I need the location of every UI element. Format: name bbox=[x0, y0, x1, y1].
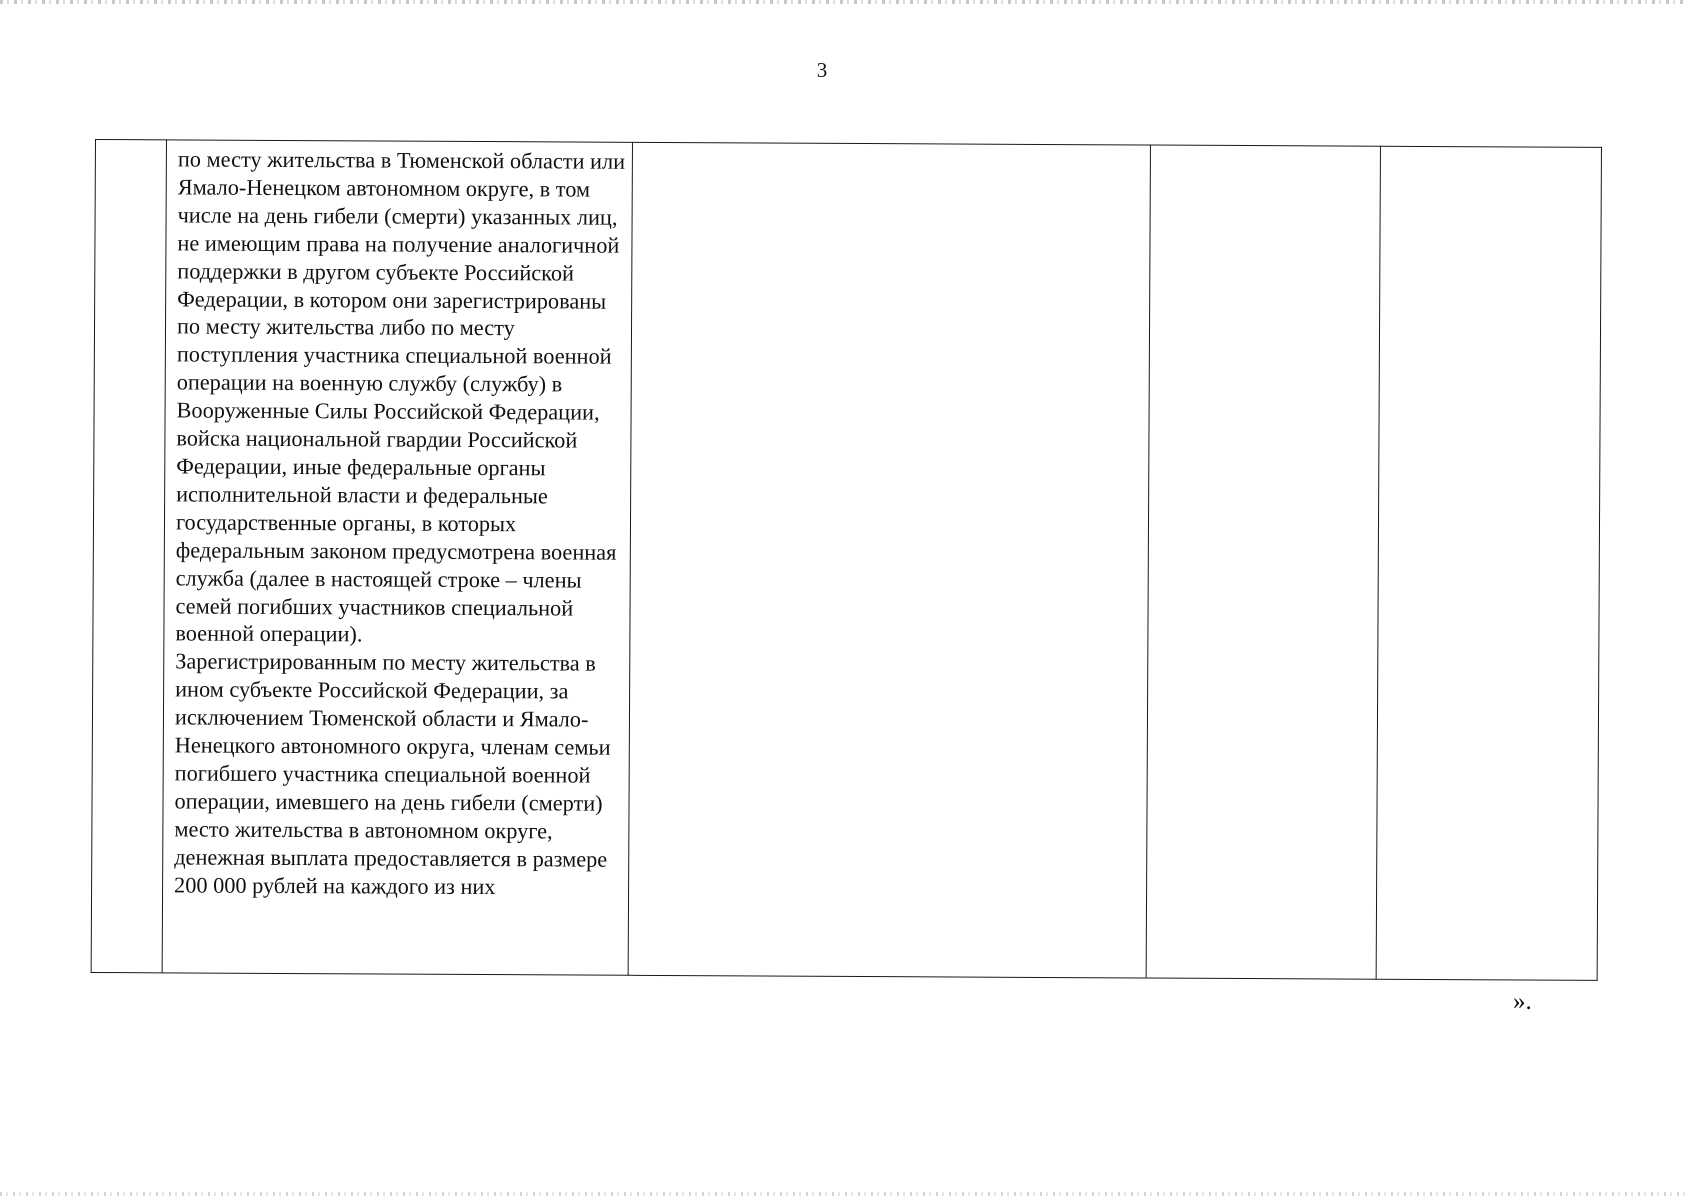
cell-column-3 bbox=[628, 142, 1150, 978]
scan-edge-top bbox=[0, 0, 1686, 4]
page-number: 3 bbox=[816, 58, 828, 82]
cell-description bbox=[162, 140, 632, 975]
cell-column-4 bbox=[1146, 145, 1380, 979]
table-row bbox=[91, 140, 1601, 981]
table bbox=[91, 139, 1602, 981]
cell-description-text bbox=[163, 140, 632, 901]
paragraph-eligibility: по месту жительства в Тюменской области или Ямало-Ненецком автономном округе, в том числе на день гибели (смерти) указанных лиц, не имеющим права на получение аналогичной поддержки в другом субъекте Российской Федерации, в котором они зарегистрированы по месту жительства либо по месту поступления участника специальной военной операции на военную службу (службу) в Вооруженные Силы Российской Федерации, войска национальной гвардии Российской Федерации, иные федеральные органы исполнительной власти и федеральные государственные органы, в которых федеральным законом предусмотрена военная служба (далее в настоящей строке – члены семей погибших участников специальной военной операции). bbox=[175, 146, 626, 647]
cell-column-5 bbox=[1376, 146, 1601, 980]
document-table bbox=[91, 139, 1601, 981]
scan-edge-bottom bbox=[0, 1192, 1686, 1196]
paragraph-other-region: Зарегистрированным по месту жительства в ином субъекте Российской Федерации, за исключением Тюменской области и Ямало-Ненецкого автономного округа, членам семьи погибшего участника специальной военной операции, имевшего на день гибели (смерти) место жительства в автономном округе, денежная выплата предоставляется в размере 200 000 рублей на каждого из них bbox=[174, 648, 611, 899]
cell-number bbox=[91, 140, 166, 973]
closing-quote-mark: ». bbox=[1513, 988, 1532, 1015]
